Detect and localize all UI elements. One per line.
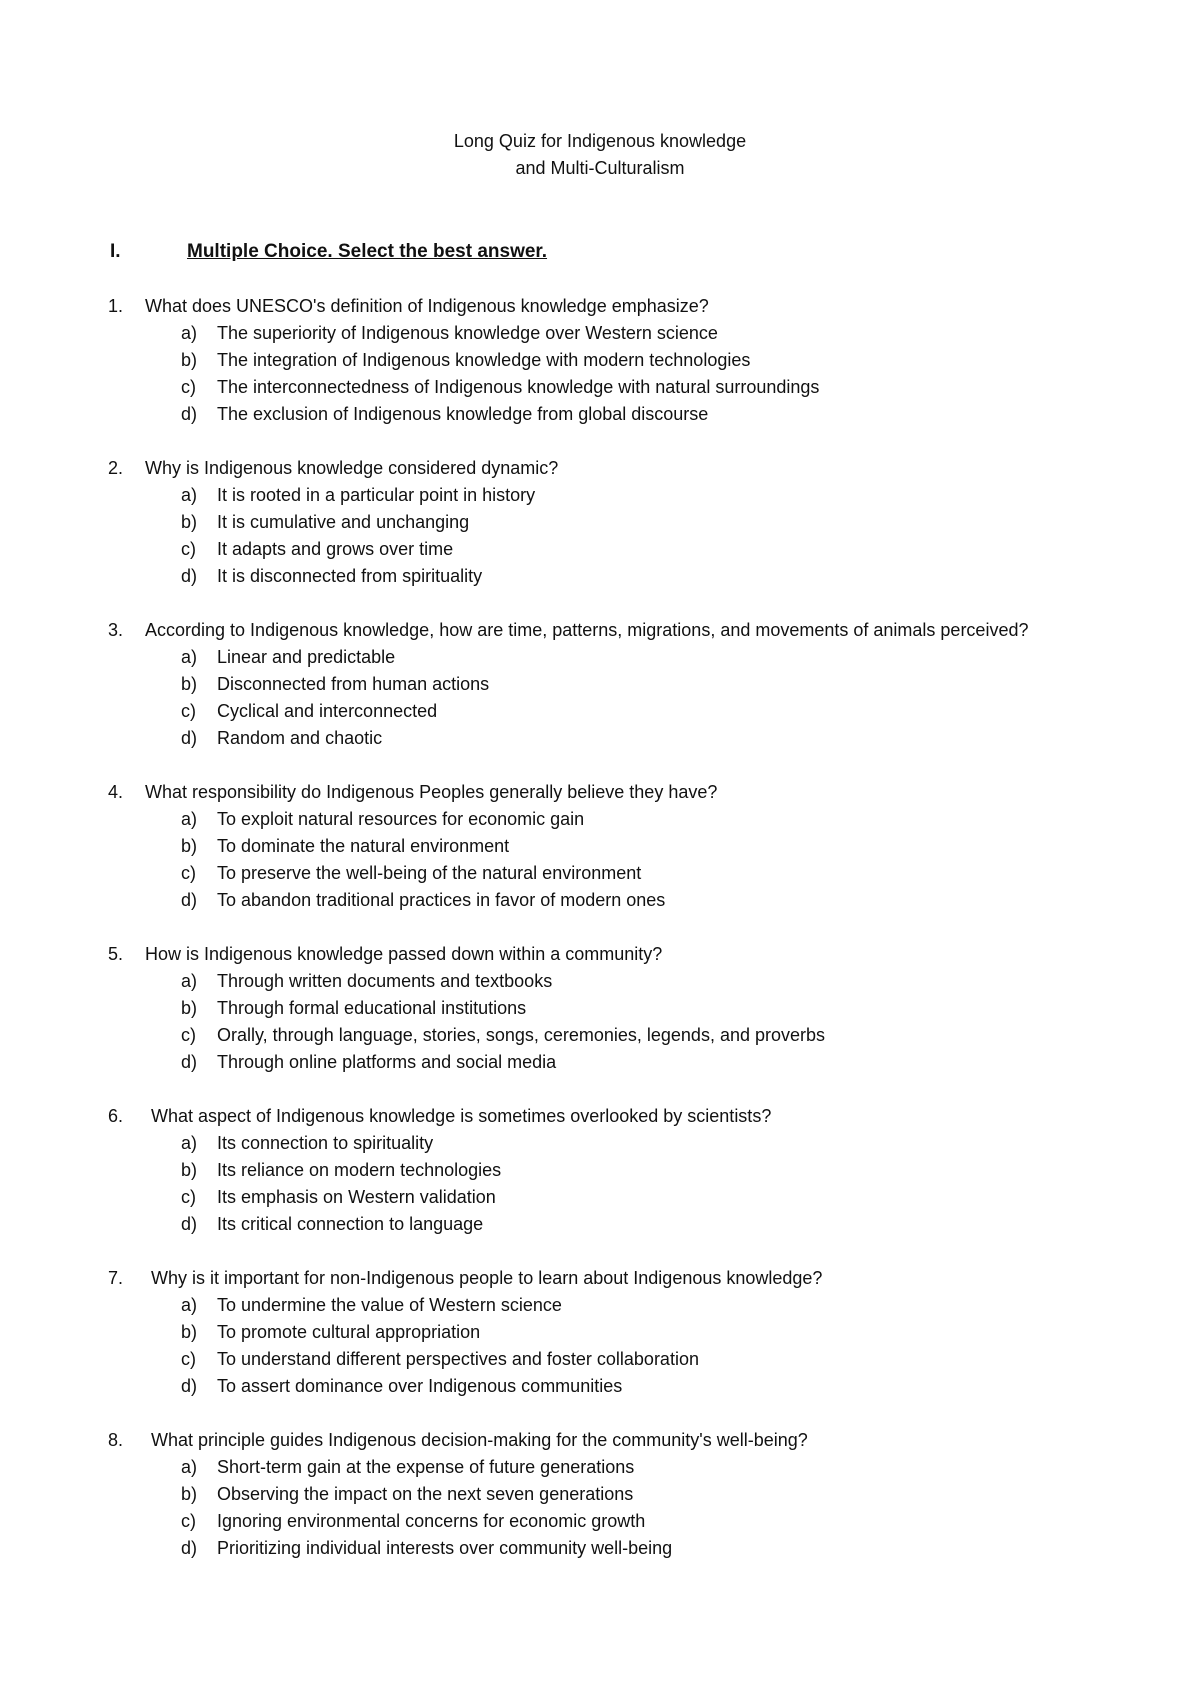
option-text: Prioritizing individual interests over community well-being xyxy=(217,1538,673,1558)
question-item xyxy=(108,1427,1068,1562)
question-item xyxy=(108,779,1068,914)
answer-option xyxy=(108,401,1068,428)
answer-option xyxy=(108,671,1068,698)
option-letter: d) xyxy=(181,1052,198,1072)
question-stem xyxy=(108,1265,1068,1292)
answer-option xyxy=(108,995,1068,1022)
answer-option xyxy=(108,1373,1068,1400)
option-text: To exploit natural resources for economic gain xyxy=(217,809,585,829)
answer-option xyxy=(108,1211,1068,1238)
question-item xyxy=(108,617,1068,752)
question-text: According to Indigenous knowledge, how are time, patterns, migrations, and movements of animals perceived? xyxy=(145,620,1029,640)
option-text: Linear and predictable xyxy=(217,647,396,667)
answer-option xyxy=(108,968,1068,995)
answer-option xyxy=(108,482,1068,509)
option-letter: a) xyxy=(181,971,198,991)
answer-option xyxy=(108,1535,1068,1562)
section-instructions: Multiple Choice. Select the best answer. xyxy=(187,241,548,262)
option-letter: c) xyxy=(181,377,196,397)
answer-option xyxy=(108,374,1068,401)
answer-option xyxy=(108,644,1068,671)
option-text: It is disconnected from spirituality xyxy=(217,566,483,586)
question-number: 3. xyxy=(108,620,124,640)
question-number: 6. xyxy=(108,1106,124,1126)
question-item xyxy=(108,293,1068,428)
question-number: 4. xyxy=(108,782,124,802)
option-text: Its emphasis on Western validation xyxy=(217,1187,496,1207)
answer-option xyxy=(108,1508,1068,1535)
option-letter: d) xyxy=(181,404,198,424)
option-letter: d) xyxy=(181,890,198,910)
question-text: Why is Indigenous knowledge considered dynamic? xyxy=(145,458,559,478)
question-stem xyxy=(108,1427,1068,1454)
option-text: The interconnectedness of Indigenous knowledge with natural surroundings xyxy=(217,377,820,397)
answer-option xyxy=(108,320,1068,347)
option-text: Cyclical and interconnected xyxy=(217,701,438,721)
question-text: What aspect of Indigenous knowledge is sometimes overlooked by scientists? xyxy=(151,1106,772,1126)
option-letter: c) xyxy=(181,539,196,559)
option-text: It is rooted in a particular point in history xyxy=(217,485,536,505)
answer-option xyxy=(108,1454,1068,1481)
answer-option xyxy=(108,1481,1068,1508)
question-item xyxy=(108,1265,1068,1400)
option-letter: a) xyxy=(181,323,198,343)
question-number: 2. xyxy=(108,458,124,478)
option-letter: c) xyxy=(181,863,196,883)
option-text: To abandon traditional practices in favor of modern ones xyxy=(217,890,666,910)
option-letter: a) xyxy=(181,1457,198,1477)
option-text: Disconnected from human actions xyxy=(217,674,490,694)
answer-option xyxy=(108,860,1068,887)
question-stem xyxy=(108,1103,1068,1130)
option-text: Ignoring environmental concerns for economic growth xyxy=(217,1511,646,1531)
question-item xyxy=(108,455,1068,590)
answer-option xyxy=(108,806,1068,833)
option-text: To understand different perspectives and foster collaboration xyxy=(217,1349,699,1369)
section-number: I. xyxy=(110,241,121,262)
option-text: To dominate the natural environment xyxy=(217,836,510,856)
option-text: Through online platforms and social media xyxy=(217,1052,557,1072)
option-text: Random and chaotic xyxy=(217,728,383,748)
answer-option xyxy=(108,1049,1068,1076)
option-letter: c) xyxy=(181,1511,196,1531)
option-text: To undermine the value of Western science xyxy=(217,1295,562,1315)
question-list xyxy=(108,293,1068,1589)
option-text: Through formal educational institutions xyxy=(217,998,527,1018)
answer-option xyxy=(108,1130,1068,1157)
option-text: Through written documents and textbooks xyxy=(217,971,553,991)
option-letter: b) xyxy=(181,512,198,532)
question-number: 5. xyxy=(108,944,124,964)
answer-option xyxy=(108,509,1068,536)
option-letter: d) xyxy=(181,728,198,748)
option-letter: d) xyxy=(181,1538,198,1558)
question-text: How is Indigenous knowledge passed down within a community? xyxy=(145,944,663,964)
answer-option xyxy=(108,1292,1068,1319)
question-stem xyxy=(108,941,1068,968)
question-number: 7. xyxy=(108,1268,124,1288)
option-letter: b) xyxy=(181,1322,198,1342)
question-number: 1. xyxy=(108,296,124,316)
option-letter: b) xyxy=(181,998,198,1018)
option-text: The integration of Indigenous knowledge with modern technologies xyxy=(217,350,751,370)
answer-option xyxy=(108,536,1068,563)
answer-option xyxy=(108,1319,1068,1346)
option-letter: b) xyxy=(181,836,198,856)
question-stem xyxy=(108,455,1068,482)
option-letter: a) xyxy=(181,809,198,829)
answer-option xyxy=(108,725,1068,752)
document-title xyxy=(0,128,1200,182)
option-text: Observing the impact on the next seven generations xyxy=(217,1484,634,1504)
option-letter: b) xyxy=(181,1160,198,1180)
question-number: 8. xyxy=(108,1430,124,1450)
answer-option xyxy=(108,833,1068,860)
section-heading xyxy=(110,240,547,264)
question-text: What responsibility do Indigenous Peoples generally believe they have? xyxy=(145,782,718,802)
question-stem xyxy=(108,293,1068,320)
option-letter: d) xyxy=(181,566,198,586)
title-line-2: and Multi-Culturalism xyxy=(515,158,685,178)
answer-option xyxy=(108,1184,1068,1211)
question-item xyxy=(108,1103,1068,1238)
option-letter: c) xyxy=(181,701,196,721)
option-text: Its reliance on modern technologies xyxy=(217,1160,502,1180)
option-letter: d) xyxy=(181,1376,198,1396)
option-text: The exclusion of Indigenous knowledge from global discourse xyxy=(217,404,709,424)
answer-option xyxy=(108,1346,1068,1373)
option-text: To promote cultural appropriation xyxy=(217,1322,481,1342)
option-letter: d) xyxy=(181,1214,198,1234)
option-text: Its critical connection to language xyxy=(217,1214,484,1234)
option-letter: a) xyxy=(181,647,198,667)
question-stem xyxy=(108,617,1068,644)
question-stem xyxy=(108,779,1068,806)
option-text: It is cumulative and unchanging xyxy=(217,512,470,532)
answer-option xyxy=(108,887,1068,914)
question-text: What principle guides Indigenous decision-making for the community's well-being? xyxy=(151,1430,808,1450)
option-text: To assert dominance over Indigenous communities xyxy=(217,1376,623,1396)
option-letter: a) xyxy=(181,1295,198,1315)
option-letter: b) xyxy=(181,350,198,370)
question-item xyxy=(108,941,1068,1076)
answer-option xyxy=(108,347,1068,374)
option-text: The superiority of Indigenous knowledge over Western science xyxy=(217,323,718,343)
answer-option xyxy=(108,563,1068,590)
option-letter: a) xyxy=(181,485,198,505)
option-letter: c) xyxy=(181,1187,196,1207)
option-text: To preserve the well-being of the natural environment xyxy=(217,863,642,883)
answer-option xyxy=(108,1157,1068,1184)
answer-option xyxy=(108,698,1068,725)
answer-option xyxy=(108,1022,1068,1049)
option-text: It adapts and grows over time xyxy=(217,539,454,559)
option-letter: c) xyxy=(181,1025,196,1045)
option-text: Short-term gain at the expense of future generations xyxy=(217,1457,635,1477)
option-letter: b) xyxy=(181,674,198,694)
question-text: What does UNESCO's definition of Indigenous knowledge emphasize? xyxy=(145,296,709,316)
option-letter: a) xyxy=(181,1133,198,1153)
question-text: Why is it important for non-Indigenous people to learn about Indigenous knowledge? xyxy=(151,1268,823,1288)
title-line-1: Long Quiz for Indigenous knowledge xyxy=(453,131,747,151)
option-letter: b) xyxy=(181,1484,198,1504)
option-text: Its connection to spirituality xyxy=(217,1133,434,1153)
option-text: Orally, through language, stories, songs, ceremonies, legends, and proverbs xyxy=(217,1025,826,1045)
option-letter: c) xyxy=(181,1349,196,1369)
